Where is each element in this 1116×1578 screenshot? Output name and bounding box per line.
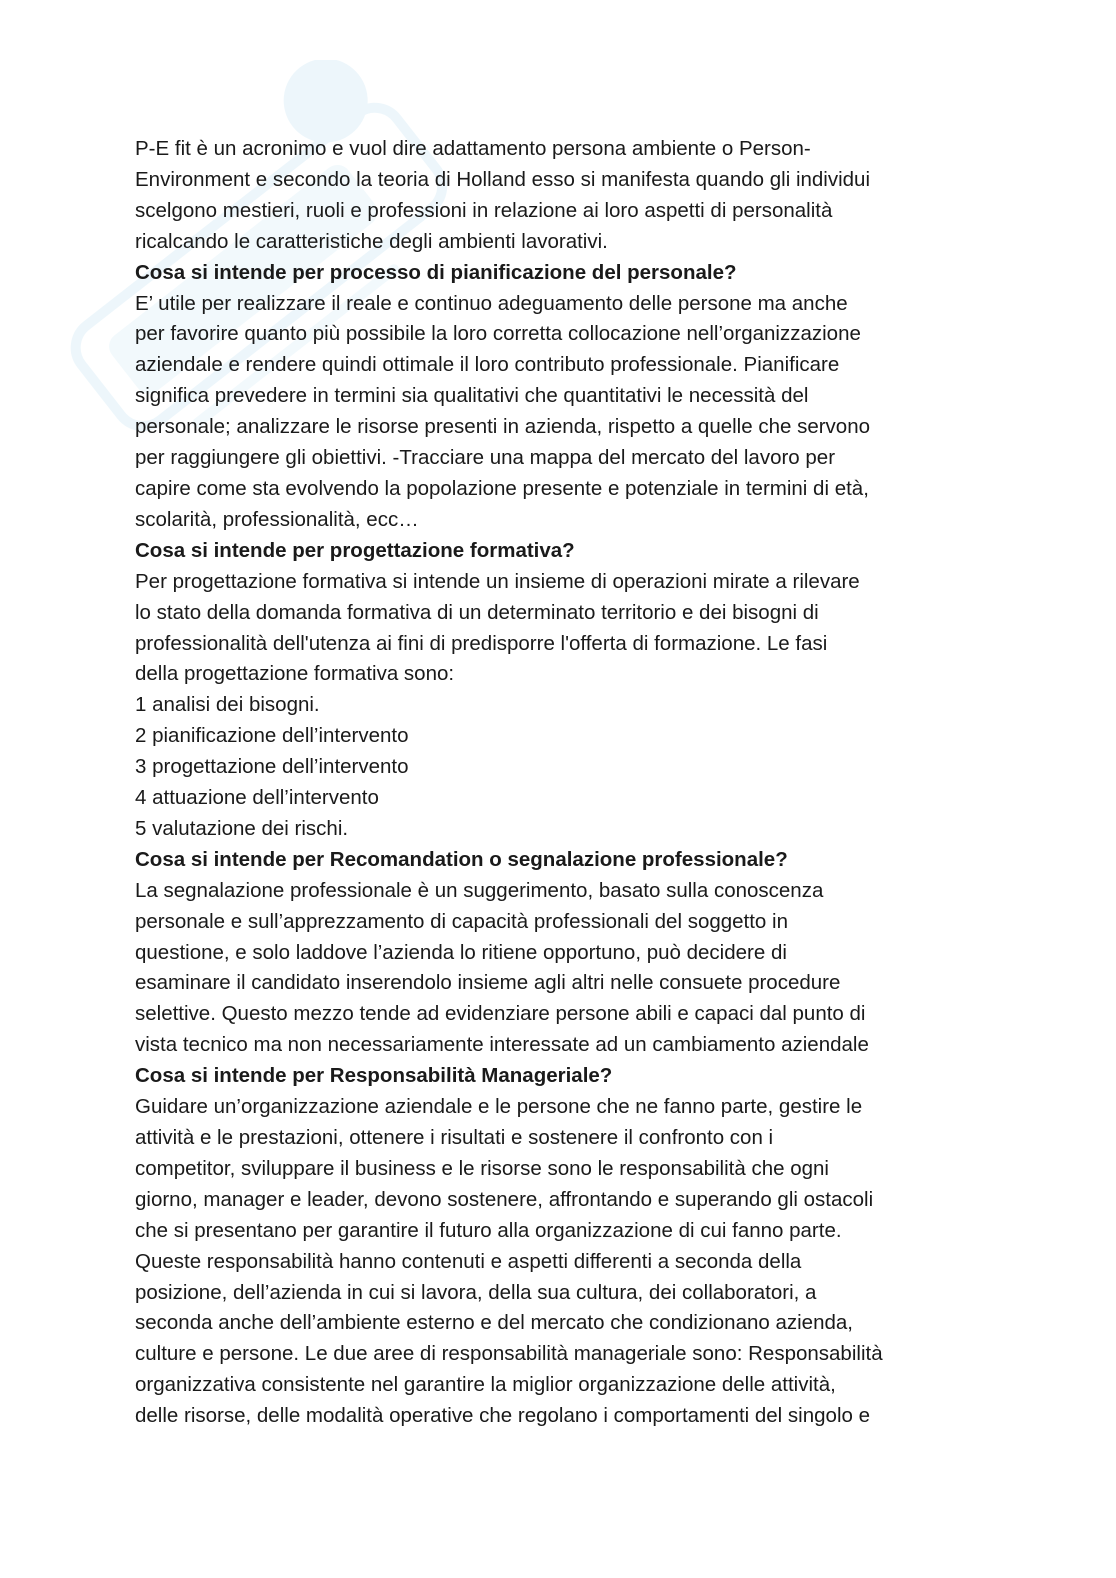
answer-paragraph: E’ utile per realizzare il reale e continuo adeguamento delle persone ma anche per favorire quanto più possibile la loro corretta collocazione nell’organizzazione aziendale e rendere quindi ottimale il loro contributo professionale. Pianificare significa prevedere in termini sia qualitativi che quantitativi le necessità del personale; analizzare le risorse presenti in azienda, rispetto a quelle che servono per raggiungere gli obiettivi. -Tracciare una mappa del mercato del lavoro per capire come sta evolvendo la popolazione presente e potenziale in termini di età, scolarità, professionalità, ecc… (135, 291, 871, 531)
question-heading: Cosa si intende per Recomandation o segnalazione professionale? (135, 847, 788, 871)
document-body (135, 134, 985, 1432)
question-heading: Cosa si intende per progettazione formativa? (135, 538, 575, 562)
list-item: 2 pianificazione dell’intervento (135, 724, 409, 748)
list-item: 5 valutazione dei rischi. (135, 816, 349, 840)
question-heading: Cosa si intende per processo di pianificazione del personale? (135, 260, 737, 284)
answer-paragraph: Guidare un’organizzazione aziendale e le persone che ne fanno parte, gestire le attività e le prestazioni, ottenere i risultati e sostenere il confronto con i competitor, sviluppare il business e le risorse sono le responsabilità che ogni giorno, manager e leader, devono sostenere, affrontando e superando gli ostacoli che si presentano per garantire il futuro alla organizzazione di cui fanno parte. Queste responsabilità hanno contenuti e aspetti differenti a seconda della posizione, dell’azienda in cui si lavora, della sua cultura, dei collaboratori, a seconda anche dell’ambiente esterno e del mercato che condizionano azienda, culture e persone. Le due aree di responsabilità manageriale sono: Responsabilità organizzativa consistente nel garantire la miglior organizzazione delle attività, delle risorse, delle modalità operative che regolano i comportamenti del singolo e (135, 1095, 883, 1428)
list-item: 1 analisi dei bisogni. (135, 693, 320, 717)
list-item: 4 attuazione dell’intervento (135, 786, 379, 810)
question-heading: Cosa si intende per Responsabilità Manageriale? (135, 1064, 613, 1088)
list-item: 3 progettazione dell’intervento (135, 755, 409, 779)
answer-paragraph: Per progettazione formativa si intende un insieme di operazioni mirate a rilevare lo stato della domanda formativa di un determinato territorio e dei bisogni di professionalità dell'utenza ai fini di predisporre l'offerta di formazione. Le fasi della progettazione formativa sono: (135, 569, 860, 686)
answer-paragraph: La segnalazione professionale è un suggerimento, basato sulla conoscenza personale e sull’apprezzamento di capacità professionali del soggetto in questione, e solo laddove l’azienda lo ritiene opportuno, può decidere di esaminare il candidato inserendolo insieme agli altri nelle consuete procedure selettive. Questo mezzo tende ad evidenziare persone abili e capaci dal punto di vista tecnico ma non necessariamente interessate ad un cambiamento aziendale (135, 878, 869, 1057)
answer-paragraph: P-E fit è un acronimo e vuol dire adattamento persona ambiente o Person- Environment e secondo la teoria di Holland esso si manifesta quando gli individui scelgono mestieri, ruoli e professioni in relazione ai loro aspetti di personalità ricalcando le caratteristiche degli ambienti lavorativi. (135, 137, 871, 253)
